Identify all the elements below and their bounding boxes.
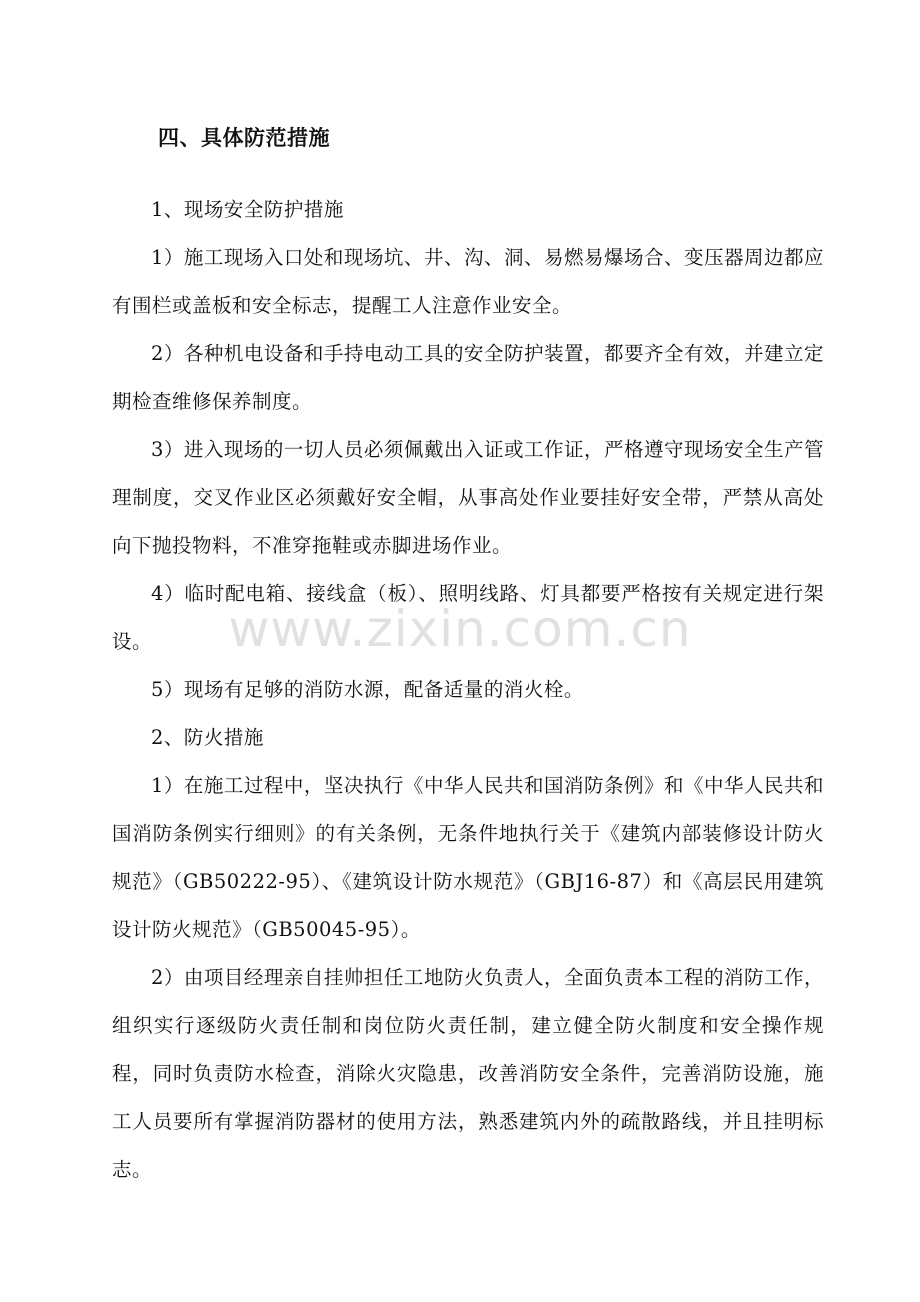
paragraph-safety-4: 4）临时配电箱、接线盒（板）、照明线路、灯具都要严格按有关规定进行架设。 xyxy=(112,582,824,653)
paragraph-safety-2: 2）各种机电设备和手持电动工具的安全防护装置，都要齐全有效，并建立定期检查维修保养制度。 xyxy=(112,342,824,413)
subsection-title-safety: 1、现场安全防护措施 xyxy=(151,198,344,221)
paragraph-safety-1: 1）施工现场入口处和现场坑、井、沟、洞、易燃易爆场合、变压器周边都应有围栏或盖板和安全标志，提醒工人注意作业安全。 xyxy=(112,246,824,317)
subsection-title-fire: 2、防火措施 xyxy=(151,726,264,749)
paragraph-fire-2: 2）由项目经理亲自挂帅担任工地防火负责人，全面负责本工程的消防工作，组织实行逐级防火责任制和岗位防火责任制，建立健全防火制度和安全操作规程，同时负责防水检查，消除火灾隐患，改善消防安全条件，完善消防设施，施工人员要所有掌握消防器材的使用方法，熟悉建筑内外的疏散路线，并且挂明标志。 xyxy=(112,966,824,1181)
paragraph-safety-5: 5）现场有足够的消防水源，配备适量的消火栓。 xyxy=(151,678,584,701)
document-body xyxy=(112,118,824,1194)
paragraph-safety-3: 3）进入现场的一切人员必须佩戴出入证或工作证，严格遵守现场安全生产管理制度，交叉作业区必须戴好安全帽，从事高处作业要挂好安全带，严禁从高处向下抛投物料，不准穿拖鞋或赤脚进场作业。 xyxy=(112,438,824,557)
section-heading: 四、具体防范措施 xyxy=(158,126,330,150)
watermark-text: www.zixin.com.cn xyxy=(228,600,692,658)
paragraph-fire-1: 1）在施工过程中，坚决执行《中华人民共和国消防条例》和《中华人民共和国消防条例实行细则》的有关条例，无条件地执行关于《建筑内部装修设计防火规范》（GB50222-95）、《建筑设计防水规范》（GBJ16-87）和《高层民用建筑设计防火规范》（GB50045-95）。 xyxy=(112,774,824,941)
heading-spacer xyxy=(112,158,824,186)
